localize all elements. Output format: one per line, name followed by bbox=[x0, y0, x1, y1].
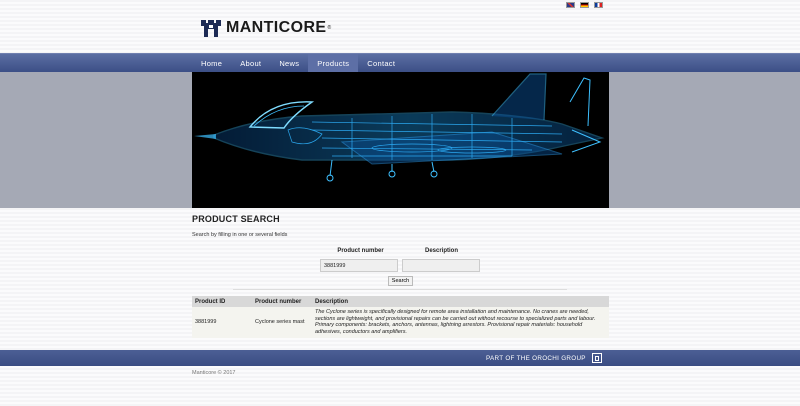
divider bbox=[233, 289, 567, 290]
description-input[interactable] bbox=[402, 259, 480, 272]
language-switcher bbox=[566, 2, 603, 8]
header-product-id: Product ID bbox=[192, 296, 252, 307]
orochi-logo-icon bbox=[592, 353, 602, 363]
xray-jet-illustration bbox=[192, 72, 609, 208]
cell-description: The Cyclone series is specifically designed for remote area installation and maintenance. No cranes are needed, sections are lightweight, and provisional repairs can be carried out without recourse to specialized parts and labour. Primary components: brackets, anchors, antennas, lightning arrestors. Provisional repair materials: household adhesives, conductors and amplifiers. bbox=[312, 307, 609, 338]
cell-product-number: Cyclone series mast bbox=[252, 307, 312, 338]
nav-news[interactable]: News bbox=[279, 59, 300, 68]
german-flag-icon[interactable] bbox=[580, 2, 589, 8]
french-flag-icon[interactable] bbox=[594, 2, 603, 8]
logo-text: MANTICORE bbox=[226, 19, 327, 36]
product-number-label: Product number bbox=[337, 248, 384, 254]
header-product-number: Product number bbox=[252, 296, 312, 307]
search-fields bbox=[320, 259, 480, 272]
logo-trademark: ® bbox=[327, 25, 332, 31]
header-description: Description bbox=[312, 296, 609, 307]
page-title: PRODUCT SEARCH bbox=[192, 214, 280, 224]
site-logo[interactable] bbox=[201, 19, 331, 37]
product-search-section bbox=[192, 214, 609, 238]
hero-image bbox=[192, 72, 609, 208]
copyright: Manticore © 2017 bbox=[192, 370, 236, 376]
nav-home[interactable]: Home bbox=[201, 59, 223, 68]
product-number-input[interactable] bbox=[320, 259, 398, 272]
nav-about[interactable]: About bbox=[240, 59, 262, 68]
main-nav bbox=[192, 54, 404, 73]
cell-product-id: 3881999 bbox=[192, 307, 252, 338]
manticore-logo-icon bbox=[201, 20, 221, 37]
english-flag-icon[interactable] bbox=[566, 2, 575, 8]
description-label: Description bbox=[424, 248, 458, 254]
group-link[interactable] bbox=[486, 350, 602, 366]
search-button[interactable]: Search bbox=[388, 276, 413, 286]
nav-contact[interactable]: Contact bbox=[367, 59, 396, 68]
table-row[interactable] bbox=[192, 307, 609, 338]
main-navigation-bar bbox=[0, 53, 800, 72]
nav-products[interactable]: Products bbox=[308, 54, 358, 73]
search-hint: Search by filling in one or several fields bbox=[192, 232, 288, 238]
results-header-row bbox=[192, 296, 609, 307]
search-field-labels bbox=[320, 248, 482, 254]
group-text: PART OF THE OROCHI GROUP bbox=[486, 354, 586, 362]
results-table bbox=[192, 296, 609, 338]
footer-bar bbox=[0, 350, 800, 366]
